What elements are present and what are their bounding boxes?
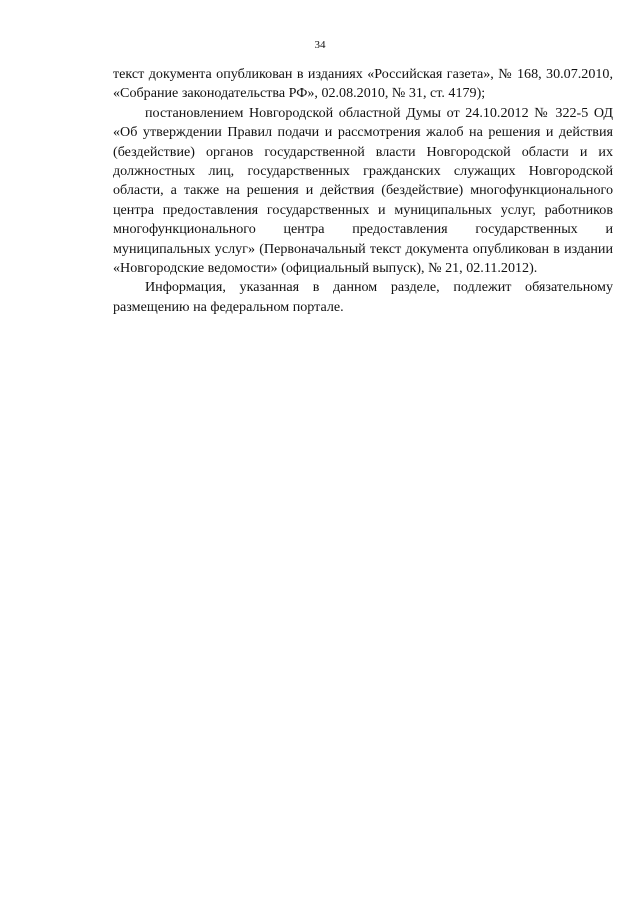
paragraph-novgorod-resolution: постановлением Новгородской областной Думы от 24.10.2012 № 322-5 ОД «Об утверждении Правил подачи и рассмотрения жалоб на решения и действия (бездействие) органов государственной власти Новгородской области и их должностных лиц, государственных гражданских служащих Новгородской области, а также на решения и действия (бездействие) многофункционального центра предоставления государственных и муниципальных услуг, работников многофункционального центра предоставления государственных и муниципальных услуг» (Первоначальный текст документа опубликован в издании «Новгородские ведомости» (официальный выпуск), № 21, 02.11.2012). xyxy=(113,104,613,277)
document-body xyxy=(113,65,613,317)
paragraph-federal-portal-info: Информация, указанная в данном разделе, подлежит обязательному размещению на федеральном портале. xyxy=(113,279,613,315)
paragraph-publication-continuation: текст документа опубликован в изданиях «Российская газета», № 168, 30.07.2010, «Собрание законодательства РФ», 02.08.2010, № 31, ст. 4179); xyxy=(113,66,613,102)
page-number: 34 xyxy=(314,39,326,51)
